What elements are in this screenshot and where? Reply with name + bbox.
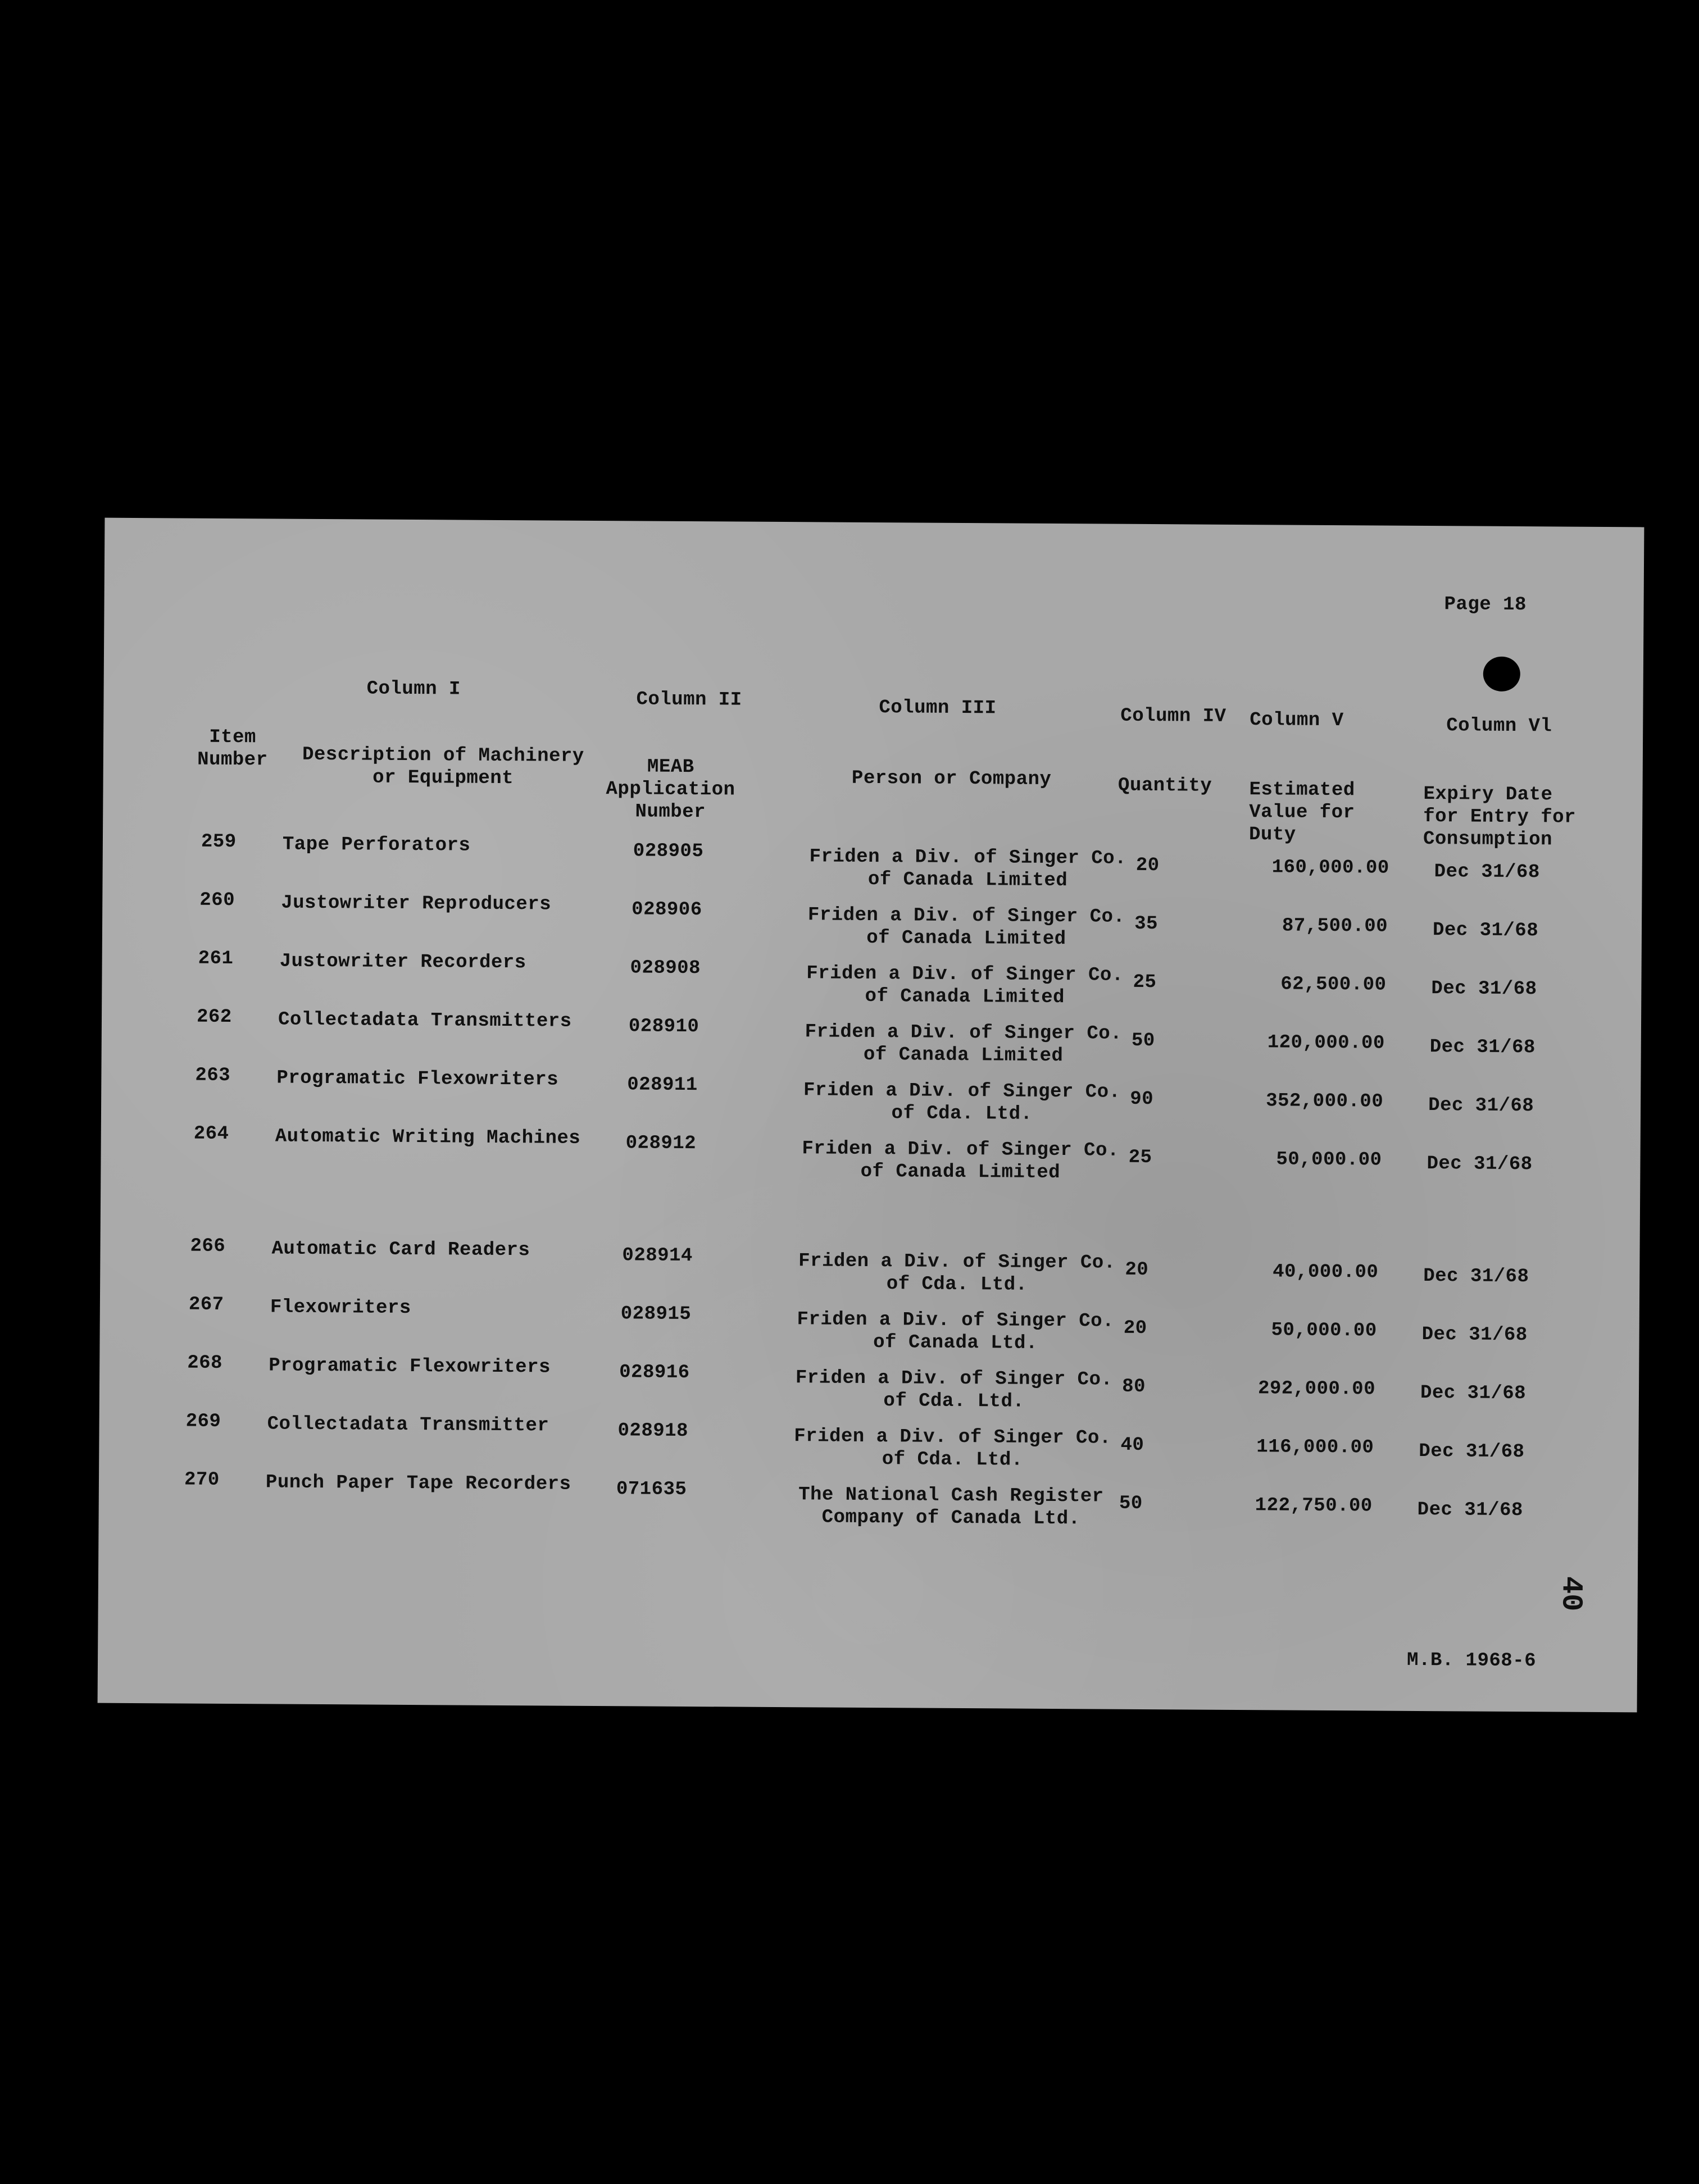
row-company-line2: of Canada Ltd. (873, 1332, 1038, 1354)
row-expiry: Dec 31/68 (1432, 920, 1539, 942)
row-company (783, 1484, 1120, 1531)
row-company (792, 1138, 1129, 1185)
row-company-line1: Friden a Div. of Singer Co. (805, 1021, 1123, 1045)
row-company-line1: Friden a Div. of Singer Co. (795, 1367, 1113, 1391)
row-company-line2: of Cda. Ltd. (886, 1273, 1028, 1296)
row-quantity: 40 (1120, 1434, 1144, 1456)
row-expiry: Dec 31/68 (1419, 1440, 1525, 1463)
row-quantity: 35 (1134, 913, 1159, 935)
row-description: Flexowriters (270, 1296, 411, 1320)
row-value: 292,000.00 (1257, 1378, 1376, 1400)
row-quantity: 20 (1125, 1259, 1149, 1281)
row-expiry: Dec 31/68 (1423, 1266, 1529, 1288)
header-column-6: Column Vl (1446, 715, 1552, 738)
punch-hole (1483, 657, 1520, 691)
row-description: Programatic Flexowriters (269, 1355, 551, 1378)
row-item: 270 (184, 1469, 220, 1491)
header-column-5: Column V (1250, 709, 1344, 732)
row-quantity: 20 (1123, 1317, 1147, 1340)
row-expiry: Dec 31/68 (1421, 1323, 1528, 1346)
header-expiry-line3: Consumption (1423, 828, 1553, 851)
row-item: 263 (195, 1064, 231, 1087)
row-description: Automatic Writing Machines (275, 1126, 581, 1149)
row-expiry: Dec 31/68 (1431, 978, 1537, 1000)
header-app-line2: Application (606, 779, 735, 801)
row-quantity: 50 (1131, 1030, 1155, 1052)
header-estimated-value (1249, 779, 1355, 847)
row-quantity: 25 (1128, 1146, 1152, 1169)
row-company-line1: Friden a Div. of Singer Co. (802, 1138, 1119, 1162)
header-person-company: Person or Company (851, 767, 1052, 790)
header-app-line1: MEAB (647, 756, 694, 779)
row-description: Automatic Card Readers (271, 1238, 530, 1262)
row-description: Tape Perforators (282, 834, 471, 857)
header-expiry-line2: for Entry for (1423, 806, 1577, 829)
row-company-line2: of Canada Limited (867, 868, 1068, 892)
row-company-line2: Company of Canada Ltd. (821, 1507, 1080, 1530)
row-expiry: Dec 31/68 (1420, 1382, 1527, 1405)
header-value-line1: Estimated (1249, 779, 1355, 802)
row-company (798, 904, 1135, 951)
row-company (787, 1308, 1124, 1355)
row-quantity: 90 (1130, 1088, 1154, 1111)
header-value-line2: Value for (1249, 802, 1355, 824)
row-item: 264 (193, 1123, 229, 1145)
row-value: 40,000.00 (1273, 1261, 1379, 1284)
row-company-line2: of Cda. Ltd. (891, 1103, 1033, 1125)
header-value-line3: Duty (1248, 824, 1296, 846)
row-company (799, 845, 1136, 893)
side-page-mark: 40 (1554, 1576, 1588, 1612)
header-item-line2: Number (197, 749, 268, 771)
row-company-line1: Friden a Div. of Singer Co. (794, 1426, 1111, 1449)
row-application: 028906 (632, 899, 702, 921)
header-desc-line2: or Equipment (372, 767, 514, 790)
row-application: 028916 (619, 1362, 690, 1384)
header-expiry-line1: Expiry Date (1423, 783, 1553, 806)
row-company-line1: Friden a Div. of Singer Co. (803, 1080, 1121, 1103)
row-expiry: Dec 31/68 (1429, 1036, 1536, 1059)
row-value: 50,000.00 (1276, 1149, 1382, 1171)
header-app-line3: Number (635, 801, 706, 823)
row-company-line1: Friden a Div. of Singer Co. (809, 846, 1127, 870)
row-item: 268 (187, 1352, 223, 1374)
row-item: 262 (196, 1006, 232, 1029)
footer-reference: M.B. 1968-6 (1406, 1649, 1537, 1672)
row-application: 028908 (630, 957, 701, 980)
row-description: Punch Paper Tape Recorders (265, 1472, 571, 1495)
row-value: 160,000.00 (1271, 857, 1389, 879)
row-application: 028918 (617, 1420, 689, 1443)
row-application: 028905 (633, 840, 704, 863)
row-item: 269 (185, 1411, 221, 1432)
row-expiry: Dec 31/68 (1417, 1499, 1523, 1522)
row-company-line1: The National Cash Register (798, 1484, 1104, 1508)
header-item-line1: Item (209, 726, 257, 749)
row-company-line1: Friden a Div. of Singer Co. (807, 904, 1125, 928)
document-sheet (98, 518, 1645, 1713)
row-company-line2: of Canada Limited (863, 1044, 1064, 1067)
row-description: Justowriter Recorders (279, 950, 526, 974)
header-application-number (597, 756, 744, 824)
header-desc-line1: Description of Machinery (302, 744, 584, 767)
row-expiry: Dec 31/68 (1427, 1153, 1533, 1176)
row-application: 028910 (628, 1016, 699, 1038)
row-company (795, 1021, 1132, 1068)
row-description: Collectadata Transmitters (278, 1009, 572, 1032)
row-value: 62,500.00 (1280, 973, 1387, 996)
page-label: Page (1444, 594, 1492, 616)
page-number-value: 18 (1502, 594, 1527, 616)
row-application: 028914 (622, 1245, 693, 1267)
row-item: 259 (201, 831, 237, 853)
row-quantity: 80 (1122, 1376, 1146, 1398)
row-application: 071635 (616, 1478, 687, 1501)
row-company-line2: of Cda. Ltd. (882, 1449, 1023, 1471)
row-application: 028915 (620, 1303, 692, 1326)
row-value: 116,000.00 (1256, 1436, 1374, 1459)
row-application: 028911 (627, 1074, 698, 1096)
header-column-1: Column I (366, 678, 461, 700)
row-company-line2: of Canada Limited (866, 927, 1066, 950)
row-item: 261 (198, 948, 234, 970)
header-column-2: Column II (636, 689, 742, 711)
header-description (286, 744, 601, 790)
row-quantity: 25 (1133, 971, 1157, 994)
row-company (784, 1425, 1121, 1472)
page-number (1444, 593, 1527, 616)
row-item: 267 (188, 1294, 224, 1316)
header-item-number (182, 726, 283, 771)
row-item: 266 (190, 1235, 226, 1257)
row-company (796, 962, 1133, 1009)
row-value: 87,500.00 (1282, 915, 1388, 938)
row-description: Collectadata Transmitter (267, 1413, 549, 1437)
row-company (793, 1079, 1130, 1126)
row-application: 028912 (625, 1132, 697, 1155)
row-company-line1: Friden a Div. of Singer Co. (797, 1309, 1115, 1332)
row-description: Programatic Flexowriters (276, 1067, 559, 1091)
row-expiry: Dec 31/68 (1434, 861, 1540, 884)
row-quantity: 50 (1119, 1493, 1143, 1514)
row-company-line1: Friden a Div. of Singer Co. (798, 1250, 1116, 1274)
header-column-4: Column IV (1120, 705, 1226, 727)
row-company-line2: of Canada Limited (865, 985, 1065, 1009)
row-description: Justowriter Reproducers (281, 892, 552, 916)
row-company (788, 1250, 1125, 1297)
row-value: 50,000.00 (1271, 1320, 1377, 1342)
header-quantity: Quantity (1117, 775, 1212, 797)
row-company-line1: Friden a Div. of Singer Co. (806, 963, 1124, 986)
header-expiry-date (1423, 783, 1576, 852)
row-value: 120,000.00 (1267, 1032, 1385, 1054)
row-value: 122,750.00 (1255, 1495, 1373, 1517)
row-item: 260 (199, 889, 235, 912)
header-column-3: Column III (879, 697, 997, 720)
row-company (785, 1367, 1123, 1414)
row-company-line2: of Canada Limited (860, 1161, 1061, 1184)
row-quantity: 20 (1135, 854, 1160, 877)
row-value: 352,000.00 (1266, 1090, 1384, 1113)
row-company-line2: of Cda. Ltd. (883, 1390, 1025, 1413)
row-expiry: Dec 31/68 (1428, 1095, 1534, 1117)
